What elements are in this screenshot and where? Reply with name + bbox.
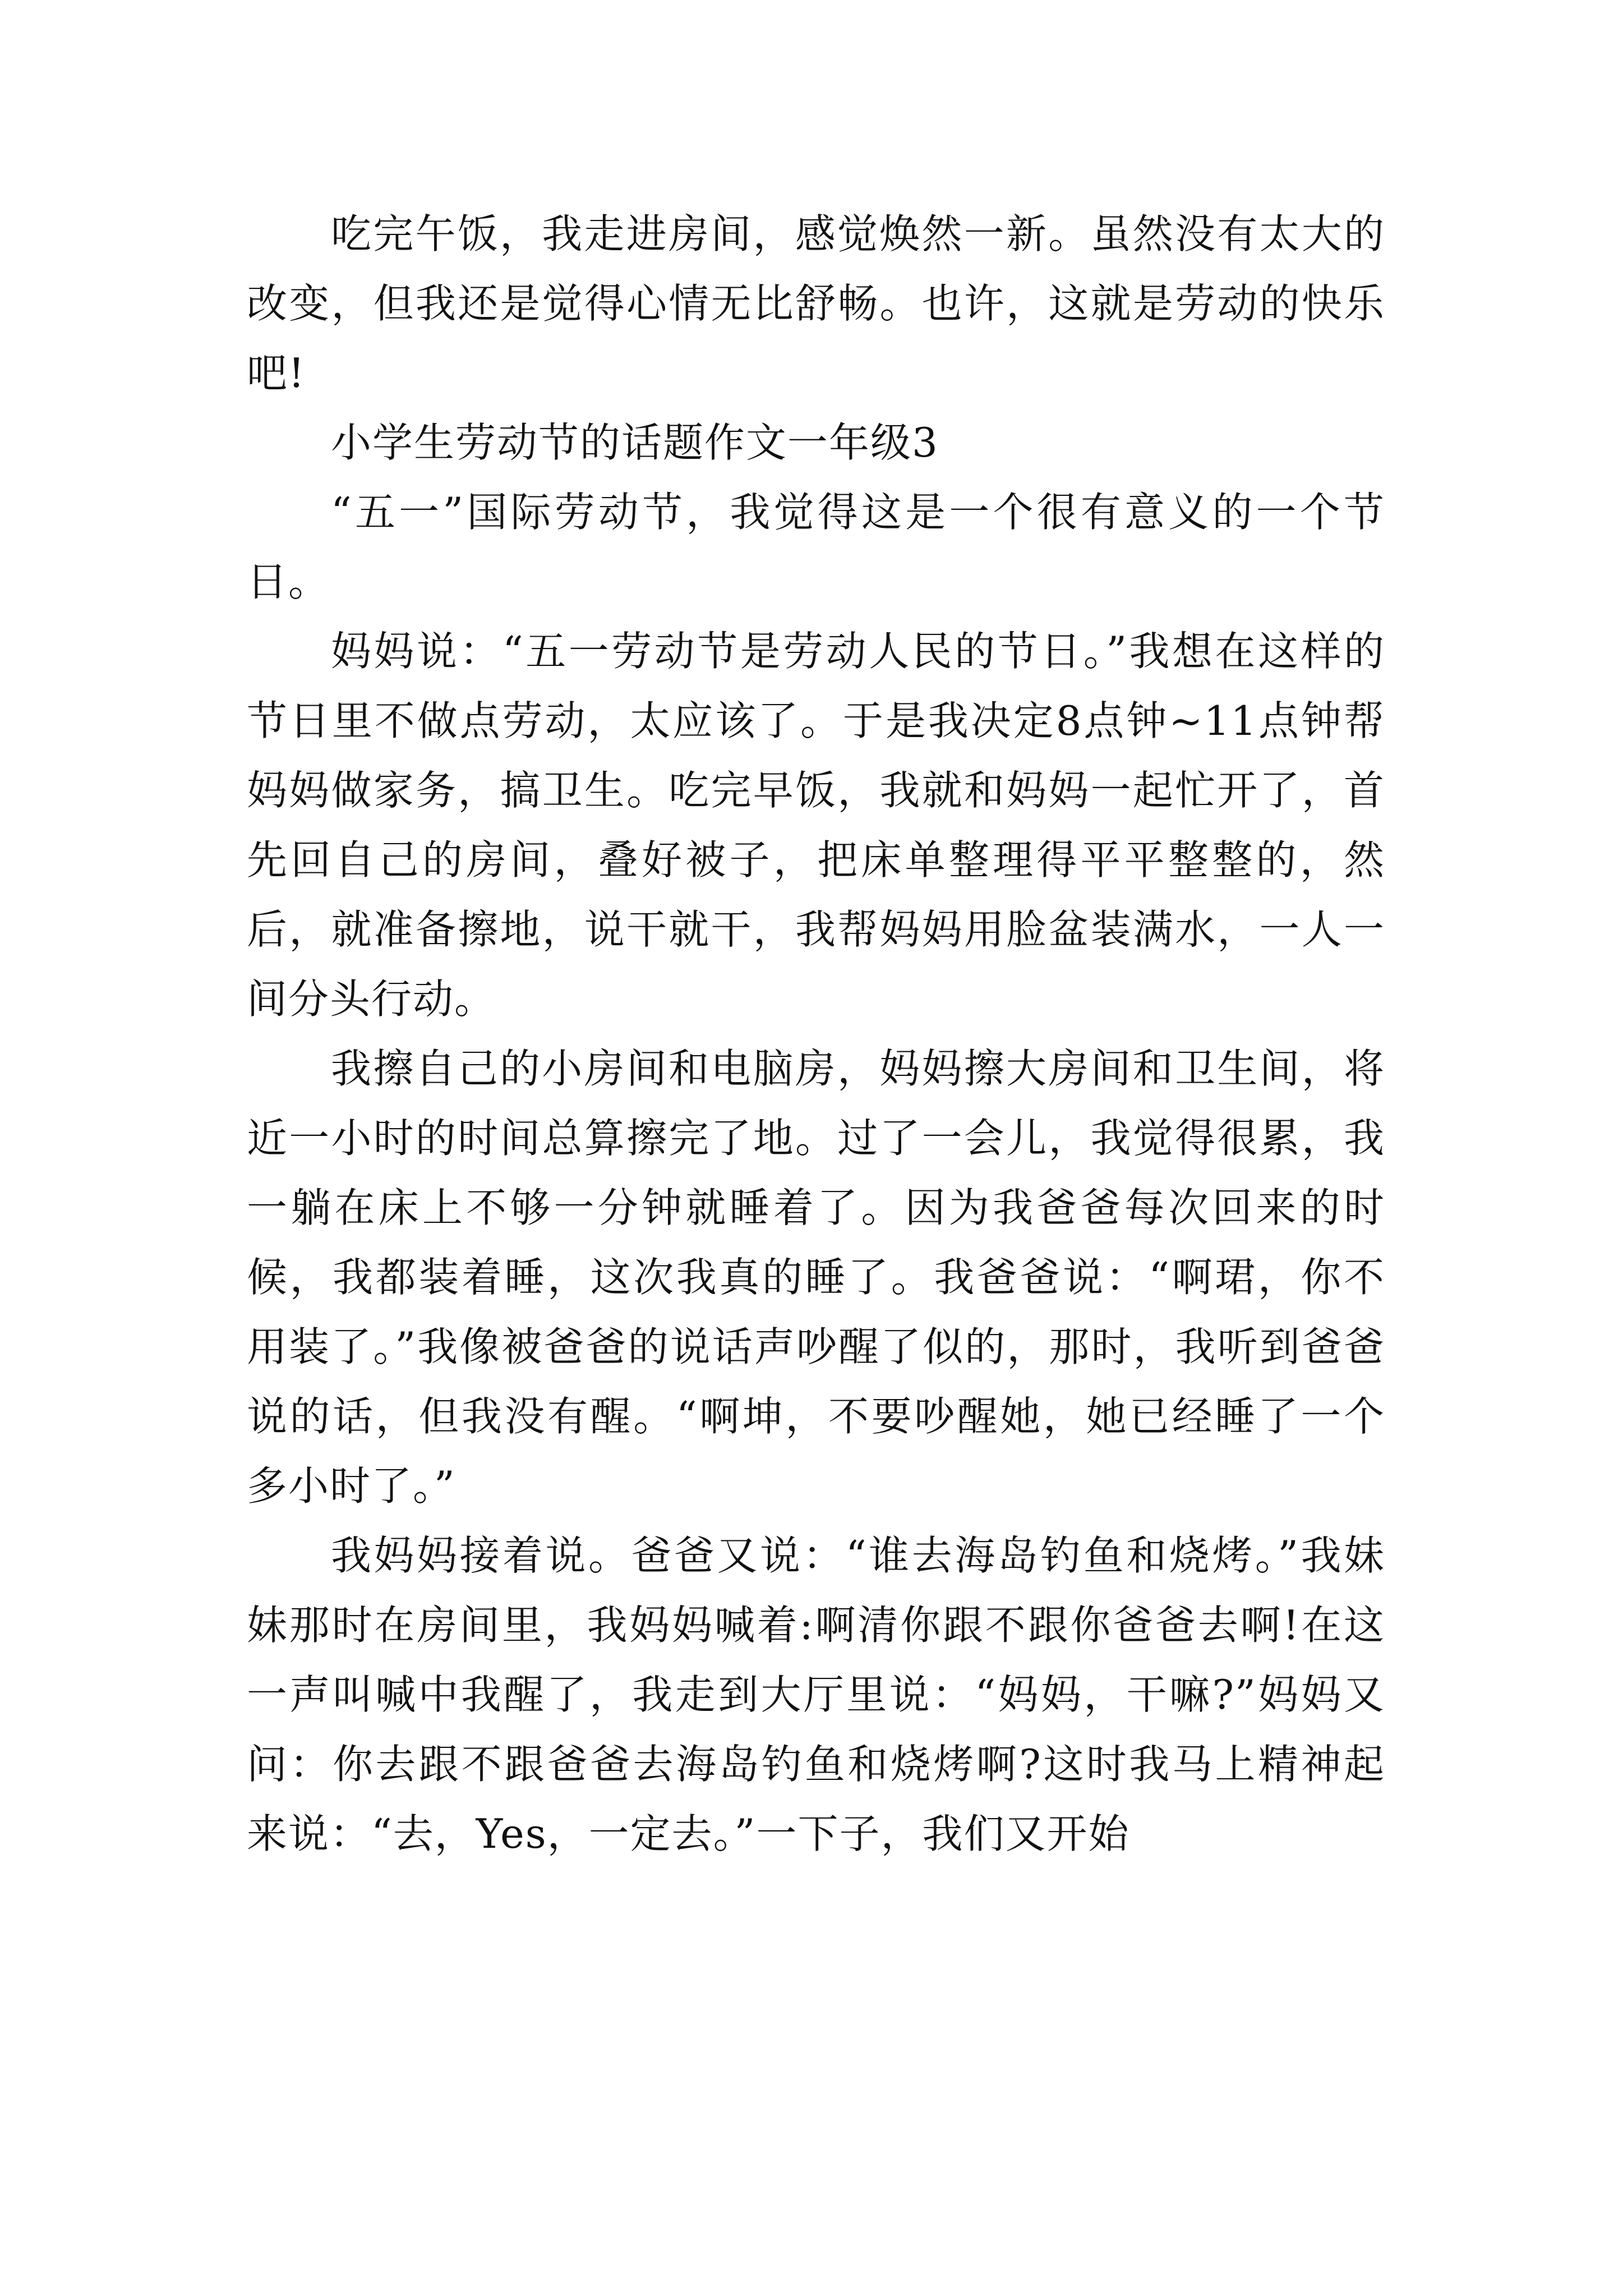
paragraph-mom-says: 妈妈说：“五一劳动节是劳动人民的节日。”我想在这样的节日里不做点劳动，太应该了。于是我决定8点钟~11点钟帮妈妈做家务，搞卫生。吃完早饭，我就和妈妈一起忙开了，首先回自己的房间，叠好被子，把床单整理得平平整整的，然后，就准备擦地，说干就干，我帮妈妈用脸盆装满水，一人一间分头行动。 xyxy=(247,628,1385,1023)
essay-title: 小学生劳动节的话题作文一年级3 xyxy=(331,419,939,466)
paragraph-lunch: 吃完午饭，我走进房间，感觉焕然一新。虽然没有太大的改变，但我还是觉得心情无比舒畅。也许，这就是劳动的快乐吧! xyxy=(247,210,1385,397)
paragraph-mopping: 我擦自己的小房间和电脑房，妈妈擦大房间和卫生间，将近一小时的时间总算擦完了地。过了一会儿，我觉得很累，我一躺在床上不够一分钟就睡着了。因为我爸爸每次回来的时候，我都装着睡，这次我真的睡了。我爸爸说：“啊珺，你不用装了。”我像被爸爸的说话声吵醒了似的，那时，我听到爸爸说的话，但我没有醒。“啊坤，不要吵醒她，她已经睡了一个多小时了。” xyxy=(247,1045,1385,1510)
paragraph-may-day: “五一”国际劳动节，我觉得这是一个很有意义的一个节日。 xyxy=(247,489,1385,605)
paragraph-fishing: 我妈妈接着说。爸爸又说：“谁去海岛钓鱼和烧烤。”我妹妹那时在房间里，我妈妈喊着:啊清你跟不跟你爸爸去啊!在这一声叫喊中我醒了，我走到大厅里说：“妈妈，干嘛?”妈妈又问：你去跟不跟爸爸去海岛钓鱼和烧烤啊?这时我马上精神起来说：“去，Yes，一定去。”一下子，我们又开始 xyxy=(247,1532,1385,1857)
essay-body xyxy=(247,199,1385,1869)
